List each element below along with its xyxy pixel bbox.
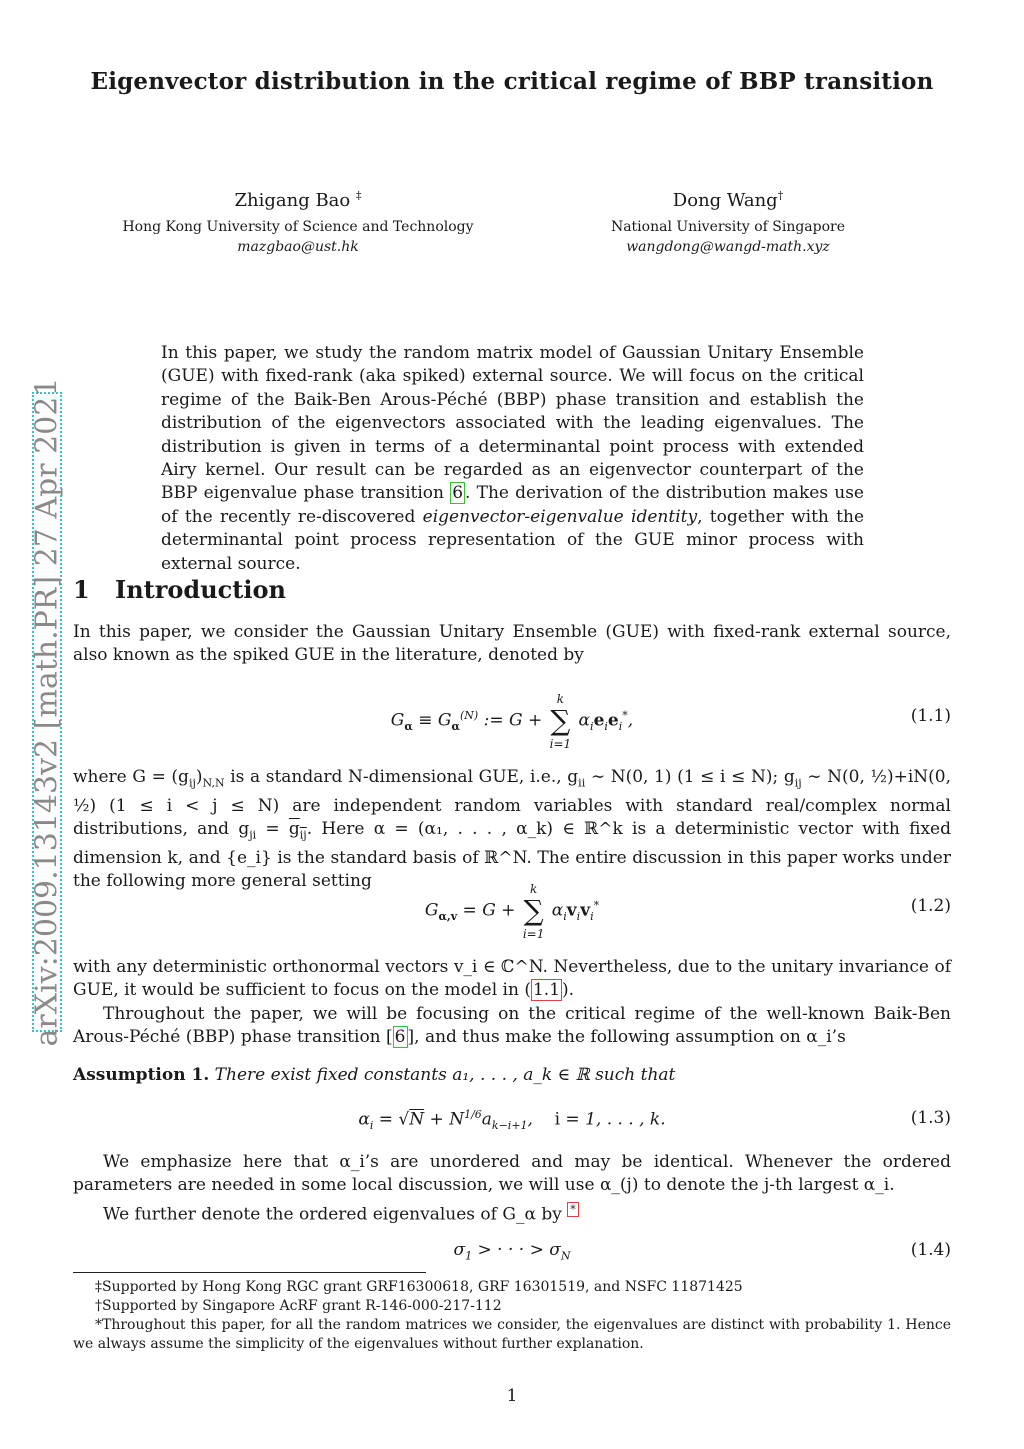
abstract: In this paper, we study the random matrix model of Gaussian Unitary Ensemble (GUE) with fixed-rank (aka spiked) external source. We will focus on the critical regime of the Baik-Ben Arous-Péché (BBP) phase transition and establish the distribution of the eigenvectors associated with the leading eigenvalues. The distribution is given in terms of a determinantal point process with extended Airy kernel. Our result can be regarded as an eigenvector counterpart of the BBP eigenvalue phase transition 6 . The derivation of the distribution makes use of the recently re-discovered eigenvector-eigenvalue identity, together with the determinantal point process representation of the GUE minor process with external source.	[161, 343, 865, 574]
footnote-ref-link[interactable]: *	[567, 1202, 579, 1217]
eigenvalue-paragraph: We further denote the ordered eigenvalues of G_α by *	[73, 1198, 951, 1227]
footnotes	[73, 1278, 951, 1354]
author-email[interactable]: wangdong@wangd-math.xyz	[626, 239, 830, 255]
definition-paragraph: where $G = (g_{ij})_{N,N}$ is a standard N-dimensional GUE, i.e., $g_{ii}$ ∼ N(0, 1) (1 ≤ i ≤ N); $g_{ij}$ ∼ N(0, ½)+iN(0, ½) (1 ≤ i < j ≤ N) are independent random variables with standard real/complex normal distributions, and $g_{ji} = g_{ij}$. Here α = (α₁, . . . , α_k) ∈ ℝ^k is a deterministic vector with fixed dimension k, and {e_i} is the standard basis of ℝ^N. The entire discussion in this paper works under the following more general setting	[73, 767, 951, 892]
author-name: Dong Wang†	[672, 189, 784, 211]
footnote: ‡Supported by Hong Kong RGC grant GRF16300618, GRF 16301519, and NSFC 11871425	[95, 1279, 743, 1295]
equation-1-3: $\alpha_i = √N + N^{1/6}a_{k-i+1}$, i = 1, . . . , k. (1.3)	[358, 1108, 951, 1133]
author-block	[590, 186, 866, 257]
footnote-divider	[73, 1272, 426, 1273]
citation-link[interactable]: 6	[452, 483, 464, 504]
arxiv-stamp: arXiv:2009.13143v2 [math.PR] 27 Apr 2021	[29, 377, 65, 1047]
author-block	[110, 186, 486, 257]
author-affiliation: Hong Kong University of Science and Technology	[122, 219, 474, 235]
equation-ref-link[interactable]: 1.1	[532, 980, 561, 1001]
ordering-paragraph: We emphasize here that α_i’s are unordered and may be identical. Whenever the ordered parameters are needed in some local discussion, we will use α_(j) to denote the j-th largest α_i.	[73, 1152, 951, 1196]
author-email[interactable]: mazgbao@ust.hk	[237, 239, 359, 255]
equation-1-4: $\sigma_1$ > · · · > $\sigma_N$ (1.4)	[453, 1240, 951, 1263]
page-number: 1	[506, 1386, 518, 1406]
author-affiliation: National University of Singapore	[610, 219, 846, 235]
equation-1-2: $G_{\alpha,v} = G + k$ ∑ i=1 $\alpha_iv_iv_i^*$ (1.2)	[424, 882, 951, 941]
footnote: †Supported by Singapore AcRF grant R-146-000-217-112	[95, 1298, 502, 1314]
paper-title: Eigenvector distribution in the critical regime of BBP transition	[90, 68, 934, 95]
equation-1-1: $G_\alpha \equiv G_\alpha^{(N)}$ := G + k ∑ i=1 $\alpha_ie_ie_i^*$, (1.1)	[390, 692, 951, 751]
model-paragraph: with any deterministic orthonormal vectors v_i ∈ ℂ^N. Nevertheless, due to the unitary invariance of GUE, it would be sufficient to focus on the model in ( 1.1 ).	[73, 957, 951, 1001]
section-heading: 1 Introduction	[73, 575, 286, 604]
citation-link[interactable]: 6	[394, 1027, 406, 1048]
regime-paragraph: Throughout the paper, we will be focusing on the critical regime of the well-known Baik-Ben Arous-Péché (BBP) phase transition [ 6 ], and thus make the following assumption on α_i’s	[73, 1004, 951, 1048]
assumption: Assumption 1. There exist fixed constants a₁, . . . , a_k ∈ ℝ such that	[73, 1065, 676, 1085]
footnote: *Throughout this paper, for all the random matrices we consider, the eigenvalues are distinct with probability 1. Hence we always assume the simplicity of the eigenvalues without further explanation.	[73, 1317, 951, 1352]
author-name: Zhigang Bao ‡	[234, 189, 362, 211]
intro-paragraph: In this paper, we consider the Gaussian Unitary Ensemble (GUE) with fixed-rank external source, also known as the spiked GUE in the literature, denoted by	[73, 622, 951, 666]
